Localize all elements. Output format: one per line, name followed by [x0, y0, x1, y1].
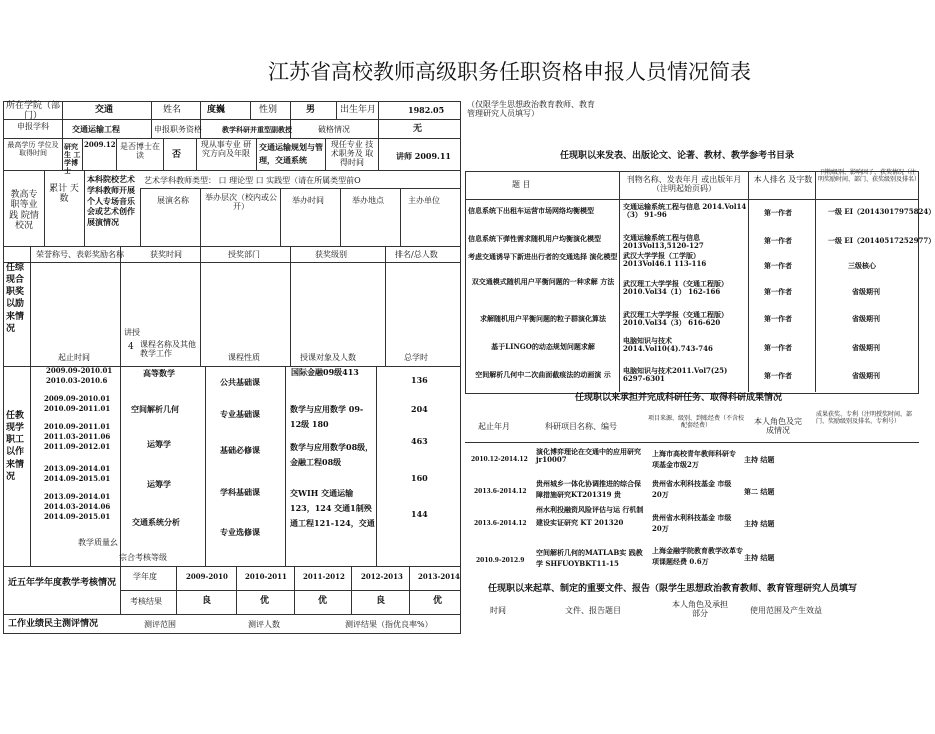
teaching-col-course: 课程名称及其他教学工作: [140, 340, 196, 359]
teaching-course: 高等数学: [143, 368, 175, 378]
reports-col-effect: 使用范围及产生效益: [750, 606, 822, 615]
current-label: 现任专业 技术职务及 取得时间: [330, 140, 374, 168]
birth-label: 出生年月: [340, 105, 377, 115]
projects-col-name: 科研项目名称、编号: [545, 422, 617, 431]
paper-journal: 电脑知识与技术2011.Vol7(25) 6297-6301: [623, 366, 728, 384]
major-value: 交通运输规划与管理，交通系统: [259, 142, 323, 165]
teaching-nature: 专业基础课: [220, 409, 260, 419]
paper-level: 省级期刊: [852, 371, 880, 380]
paper-rank: 第一作者: [764, 236, 792, 245]
paper-title: 信息系统下弹性需求随机用户均衡演化模型: [468, 234, 601, 243]
birth-value: 1982.05: [408, 105, 445, 115]
practice-col-org: 主办单位: [408, 196, 440, 205]
vote-label: 工作业绩民主测评情况: [8, 619, 99, 629]
practice-side-label: 教高专 职等业 践 院情 校况: [9, 190, 39, 232]
restriction-note: （仅限学生思想政治教育教师、教育管理研究人员填写）: [467, 100, 595, 119]
teaching-time: 2009.09-2010.01: [46, 366, 113, 375]
dept-value: 交通: [95, 105, 114, 115]
awards-side-label: 任综现合职奖以励来情况: [6, 263, 25, 334]
papers-col-rank: 本人排名 及字数: [753, 175, 813, 184]
gender-value: 男: [306, 105, 316, 115]
assessment-result: 优: [433, 596, 443, 606]
teaching-quality-label: 教学质量幺: [78, 538, 118, 547]
assessment-year-label: 学年度: [133, 572, 157, 581]
awards-col-dept: 授奖部门: [228, 250, 260, 259]
paper-title: 考虑交通诱导下新进出行者的交通选择 演化模型: [468, 252, 618, 261]
practice-days-label: 累计 天数: [49, 184, 79, 205]
teaching-target: 数学与应用数学08级，金融工程08级: [290, 442, 374, 468]
teaching-time: 2014.09-2015.01: [44, 512, 111, 521]
practice-col-place: 举办地点: [352, 196, 384, 205]
paper-title: 求解随机用户平衡问题的粒子群演化算法: [480, 314, 606, 323]
assessment-year: 2011-2012: [303, 572, 345, 581]
project-source: 贵州省水利科技基金 市级20万: [652, 513, 732, 534]
awards-col-title: 荣誉称号、表彰奖励名称: [36, 250, 124, 259]
papers-col-level: 刊物级别、影响因子、获奖情况（注明奖励时间、部门、获奖级别及排名）: [818, 169, 921, 183]
project-name: 贵州城乡一体化协调推进的综合保障措施研究KT201319 贵: [536, 479, 641, 500]
practice-type-label: 本科院校艺术学科教师开展个人专场音乐会或艺术创作 展演情况: [87, 174, 135, 228]
reports-col-title: 文件、报告题目: [565, 606, 621, 615]
teaching-nature: 专业选修课: [220, 527, 260, 537]
teaching-target: 数学与应用数学 09-12级 180: [290, 404, 364, 430]
dist-label: 破格情况: [318, 125, 350, 134]
teaching-target: 交WIH 交通运输123，124 交通1制殃通工程121-124，交通: [290, 488, 375, 529]
teaching-course: 空间解析几何: [131, 404, 179, 414]
teaching-nature: 学科基础课: [220, 487, 260, 497]
name-label: 姓名: [163, 105, 182, 115]
reports-col-role: 本人角色及承担部分: [672, 600, 728, 619]
paper-rank: 第一作者: [764, 261, 792, 270]
reports-col-time: 时间: [490, 606, 506, 615]
teaching-grade-label: 宗合考核等级: [119, 553, 167, 562]
assessment-result-label: 考核结果: [130, 597, 162, 606]
paper-level: 省级期刊: [852, 343, 880, 352]
projects-col-time: 起止年月: [478, 422, 510, 431]
vote-result: 测评结果（指优良率%）: [345, 620, 433, 629]
current-value: 讲师 2009.11: [396, 151, 451, 161]
paper-rank: 第一作者: [764, 314, 792, 323]
projects-col-source: 项目来源、级别、到账经费（不含校配套经费）: [648, 415, 745, 429]
papers-heading: 任现职以来发表、出版论文、论著、教材、教学参考书目录: [560, 151, 795, 161]
discipline-label: 申报学科: [17, 122, 49, 131]
awards-col-level: 获奖级别: [315, 250, 347, 259]
project-name: 空间解析几何的MATLAB实 践教学 SHFUOYBKT11-15: [536, 548, 643, 569]
practice-col-name: 展演名称: [157, 196, 189, 205]
teaching-col-nature: 课程性质: [228, 353, 260, 362]
teaching-time: 2011.03-2011.06: [44, 432, 111, 441]
paper-journal: 武汉理工大学学报（交通工程版） 2010.Vol34（3） 616-620: [623, 310, 728, 328]
edu-time: 2009.12: [84, 140, 116, 149]
paper-rank: 第一作者: [764, 371, 792, 380]
teaching-course: 交通系统分析: [132, 517, 180, 527]
project-source: 上海金融学院教育教学改革专项课题经费 0.6万: [652, 546, 743, 567]
paper-title: 基于LINGO的动态规划问题求解: [491, 342, 595, 351]
gender-label: 性别: [259, 105, 278, 115]
paper-title: 空间解析几何中二次曲面截痕法的动画演 示: [475, 370, 611, 379]
assessment-result: 良: [376, 596, 386, 606]
teaching-time: 2010.03-2010.6: [46, 376, 108, 385]
assessment-year: 2012-2013: [361, 572, 403, 581]
teaching-target: 国际金融09级413: [291, 367, 359, 377]
dist-value: 无: [413, 124, 423, 134]
edu-value: 研究生 工学博士: [64, 142, 81, 176]
teaching-time: 2010.09-2011.01: [44, 404, 111, 413]
awards-col-time: 获奖时间: [150, 250, 182, 259]
papers-col-title: 题 目: [512, 180, 531, 189]
paper-level: 省级期刊: [852, 287, 880, 296]
paper-level: 省级期刊: [852, 314, 880, 323]
assessment-year: 2013-2014: [418, 572, 460, 581]
practice-col-time: 举办时间: [292, 196, 324, 205]
teaching-time: 2010.09-2011.01: [44, 422, 111, 431]
teaching-time: 2014.09-2015.01: [44, 474, 111, 483]
paper-title: 双交通模式随机用户平衡问题的一种求解 方法: [471, 277, 615, 286]
teaching-col-target: 授课对象及人数: [300, 353, 356, 362]
assessment-year: 2010-2011: [245, 572, 287, 581]
teaching-time: 2013.09-2014.01: [44, 492, 111, 501]
project-role: 主持 结题: [744, 553, 775, 562]
practice-type-line: 艺术学科教师类型： 口 理论型 口 实践型（请在所属类型前O: [144, 176, 361, 185]
paper-level: 三级核心: [848, 261, 876, 270]
teaching-time: 2013.09-2014.01: [44, 464, 111, 473]
awards-col-rank: 排名/总人数: [395, 250, 438, 259]
teaching-col-time: 起止时间: [58, 353, 90, 362]
teaching-hours: 136: [411, 375, 428, 385]
dept-label: 所在学院（部门）: [5, 101, 60, 122]
teaching-course: 运筹学: [147, 479, 171, 489]
assessment-result: 优: [260, 596, 270, 606]
paper-rank: 第一作者: [764, 343, 792, 352]
teaching-side-label: 任教现学职工以作来情况: [6, 411, 25, 482]
project-source: 贵州省水利科技基金 市级20万: [652, 479, 732, 500]
teaching-hours: 160: [411, 473, 428, 483]
paper-rank: 第一作者: [764, 287, 792, 296]
project-name: 州水利投融资风险评估与运 行机制建设实证研究 KT 201320: [536, 505, 644, 527]
project-time: 2010.9-2012.9: [476, 557, 525, 564]
page-title: 江苏省高校教师高级职务任职资格申报人员情况简表: [268, 60, 751, 84]
paper-journal: 交通运输系统工程与信息 2014.Vol14（3） 91-96: [623, 202, 747, 220]
teaching-col-hours: 总学时: [404, 353, 428, 362]
papers-col-journal: 刊物名称、发表年月 或出版年月（注明起始页码）: [626, 175, 742, 194]
paper-journal: 武汉理工大学学报（交通工程版） 2010.Vol34（1） 162-166: [623, 279, 728, 297]
paper-rank: 第一作者: [764, 208, 792, 217]
edu-label: 最高学历 学位及取得时间: [7, 141, 59, 158]
paper-level: 一级 EI（20143017975824）: [828, 207, 935, 216]
paper-journal: 电脑知识与技术 2014.Vol10(4).743-746: [623, 336, 713, 354]
paper-level: 一级 EI（20140517252977）: [828, 236, 935, 245]
project-name: 演化博弈理论在交通中的应用研究 jr10007: [536, 447, 641, 465]
teaching-hours: 144: [411, 509, 428, 519]
assessment-label: 近五年学年度教学考核情况: [7, 578, 116, 588]
teaching-col-count: 4: [128, 342, 134, 352]
discipline-value: 交通运输工程: [72, 124, 120, 134]
project-source: 上海市高校青年教师科研专项基金市级2万: [652, 449, 736, 470]
name-value: 度巍: [207, 105, 226, 115]
projects-col-role: 本人角色及完成情况: [754, 417, 802, 436]
projects-heading: 任现职以来承担并完成科研任务、取得科研成果情况: [575, 393, 783, 403]
project-role: 第二 结题: [744, 487, 775, 496]
reports-heading: 任现职以来起草、制定的重要文件、报告（限学生思想政治教育教师、教育管理研究人员填写: [488, 584, 858, 594]
paper-title: 信息系统下出租车运营市场网络均衡模型: [468, 206, 594, 215]
assessment-result: 优: [318, 596, 328, 606]
teaching-course: 运筹学: [147, 439, 171, 449]
doctor-value: 否: [172, 150, 182, 160]
project-time: 2010.12-2014.12: [471, 456, 528, 463]
teaching-col-count-label: 讲授: [124, 328, 140, 337]
vote-scope: 测评范围: [144, 620, 176, 629]
teaching-hours: 463: [411, 436, 428, 446]
project-role: 主持 结题: [744, 455, 775, 464]
position-value: 教学科研并重型副教授: [222, 125, 292, 134]
paper-journal: 武汉大学学报（工学版）2013Vol46.1 113-116: [623, 251, 707, 269]
teaching-nature: 基础必修课: [220, 445, 260, 455]
project-time: 2013.6-2014.12: [474, 520, 527, 527]
paper-journal: 交通运输系统工程与信息 2013Vol13,5120-127: [623, 233, 704, 251]
teaching-hours: 204: [411, 404, 428, 414]
assessment-year: 2009-2010: [186, 572, 228, 581]
position-label: 申报职务资格: [154, 125, 202, 134]
major-label: 现从事专业 研究方向及年限: [200, 140, 252, 159]
teaching-time: 2009.09-2010.01: [44, 394, 111, 403]
projects-col-award: 成果获奖、专利（注明授奖时间、部门、奖励级别及排名、专利号）: [816, 411, 913, 425]
assessment-result: 良: [202, 596, 212, 606]
practice-col-level: 举办层次（校内或公开）: [205, 193, 277, 212]
vote-people: 测评人数: [248, 620, 280, 629]
doctor-label: 是否博士在读: [120, 142, 160, 161]
project-time: 2013.6-2014.12: [474, 488, 527, 495]
teaching-time: 2011.09-2012.01: [44, 442, 111, 451]
project-role: 主持 结题: [744, 519, 775, 528]
teaching-nature: 公共基础课: [220, 377, 260, 387]
teaching-time: 2014.03-2014.06: [44, 502, 111, 511]
